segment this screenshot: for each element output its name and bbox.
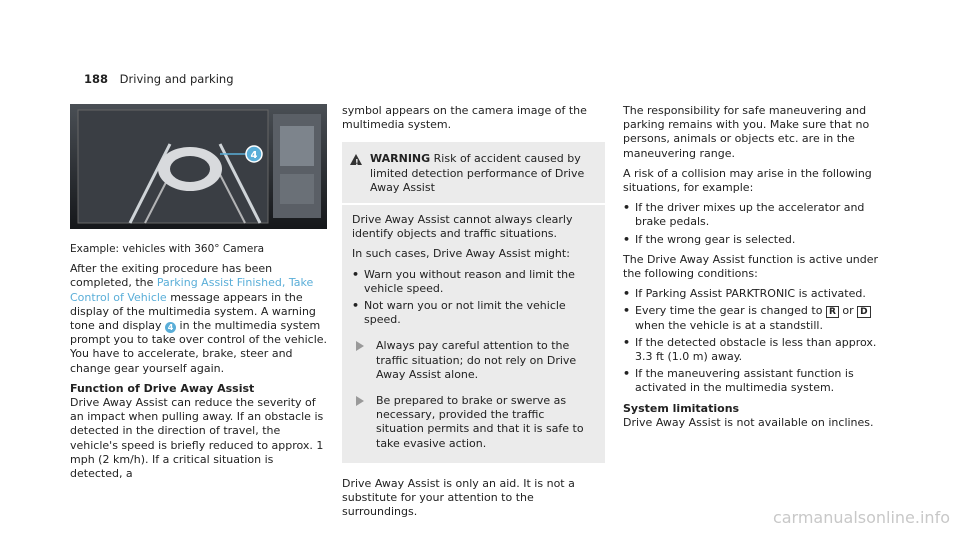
figure-caption: Example: vehicles with 360° Camera: [70, 243, 265, 255]
text-span: After the exiting procedure has been completed, the: [70, 262, 273, 290]
section-title: Driving and parking: [119, 72, 234, 86]
page-number: 188: [84, 72, 109, 86]
step-text: Always pay careful attention to the traffic situation; do not rely on Drive Away Assist alone.: [376, 339, 577, 381]
step-text: Be prepared to brake or swerve as necessary, provided the traffic situation permits and that it is safe to take evasive action.: [376, 394, 584, 450]
warning-header: [342, 142, 605, 205]
aid-paragraph: Drive Away Assist is only an aid. It is not a substitute for your attention to the surroundings.: [342, 476, 575, 519]
list-item: • If the wrong gear is selected.: [623, 233, 881, 247]
warning-title: WARNING: [370, 152, 431, 166]
heading-function: Function of Drive Away Assist: [70, 381, 255, 395]
arrow-icon: [356, 341, 364, 351]
continued-paragraph: symbol appears on the camera image of the multimedia system.: [342, 104, 587, 132]
warning-paragraph-2: In such cases, Drive Away Assist might:: [352, 247, 570, 261]
arrow-icon: [356, 396, 364, 406]
callout-number: 4: [250, 150, 258, 161]
page-header: [84, 72, 234, 86]
list-item: • If the maneuvering assistant function is activated in the multimedia system.: [623, 367, 881, 395]
warning-box: [342, 142, 605, 462]
function-paragraph: Drive Away Assist can reduce the severity of an impact when pulling away. If an obstacle is detected in the direction of travel, the vehicle's speed is briefly reduced to approx. 1 mph (2 km/h). If a critical situation is detected, a: [70, 396, 324, 481]
list-item: • If the detected obstacle is less than approx. 3.3 ft (1.0 m) away.: [623, 336, 881, 364]
warning-triangle-icon: !: [350, 154, 362, 165]
warning-step-2: [352, 394, 595, 451]
exit-procedure-paragraph: [70, 262, 328, 376]
gear-r-key: R: [826, 306, 839, 318]
gear-d-key: D: [857, 306, 870, 318]
text-span: when the vehicle is at a standstill.: [635, 318, 823, 332]
column-3: [623, 104, 881, 436]
display-message-link: Parking Assist Finished, Take Control of Vehicle: [70, 276, 314, 304]
camera-view-graphic: [70, 104, 327, 229]
column-2: [342, 104, 605, 525]
warning-list: [352, 268, 595, 328]
text-span: or: [838, 304, 858, 318]
responsibility-paragraph: The responsibility for safe maneuvering and parking remains with you. Make sure that no persons, animals or objects etc. are in the maneuvering range.: [623, 104, 870, 160]
text-span: message appears in the display of the multimedia system. A warning tone and display: [70, 290, 316, 333]
list-item: • Warn you without reason and limit the vehicle speed.: [352, 268, 595, 296]
callout-badge: 4: [165, 322, 176, 333]
collision-list: [623, 201, 881, 247]
conditions-paragraph: The Drive Away Assist function is active under the following conditions:: [623, 252, 879, 281]
text-span: Every time the gear is changed to: [635, 304, 826, 318]
watermark: carmanualsonline.info: [772, 508, 950, 527]
conditions-list: [623, 287, 881, 395]
heading-system-limitations: System limitations: [623, 401, 740, 415]
list-item: • If Parking Assist PARKTRONIC is activated.: [623, 287, 881, 301]
list-item: • If the driver mixes up the accelerator and brake pedals.: [623, 201, 881, 229]
warning-paragraph-1: Drive Away Assist cannot always clearly identify objects and traffic situations.: [352, 213, 573, 241]
warning-header-text: Risk of accident caused by limited detection performance of Drive Away Assist: [370, 152, 585, 194]
warning-step-1: [352, 339, 595, 382]
text-span: in the multimedia system prompt you to take over control of the vehicle. You have to accelerate, brake, steer and change gear yourself again.: [70, 319, 328, 375]
warning-body: [342, 205, 605, 463]
limitations-paragraph: Drive Away Assist is not available on inclines.: [623, 415, 874, 429]
camera-screen-image: [70, 104, 327, 229]
list-item: [623, 304, 881, 332]
column-1: [70, 242, 328, 487]
collision-risk-paragraph: A risk of a collision may arise in the following situations, for example:: [623, 166, 872, 195]
list-item: • Not warn you or not limit the vehicle speed.: [352, 299, 595, 327]
